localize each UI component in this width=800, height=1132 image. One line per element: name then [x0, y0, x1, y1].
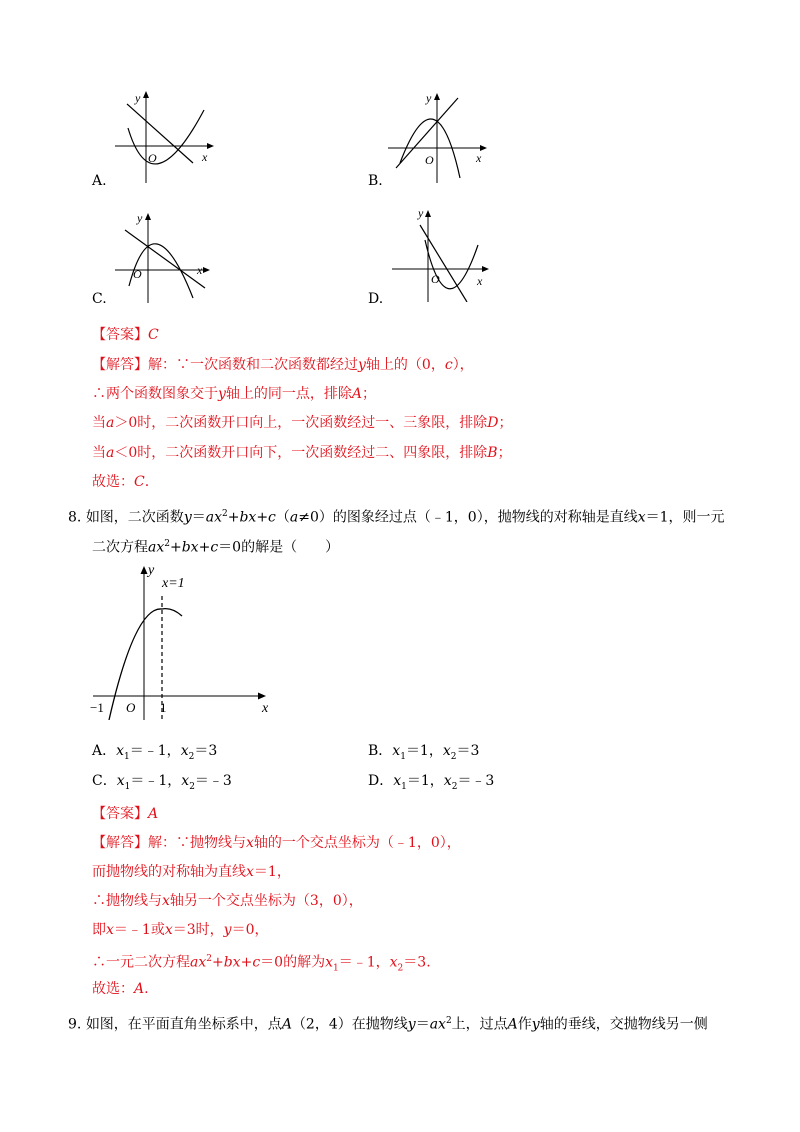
q8-parabola-graph [88, 560, 278, 720]
graph-option-a [115, 88, 215, 183]
graph-c-x-label: x [197, 263, 203, 277]
q8-solution-line1: 【解答】解：∵抛物线与x轴的一个交点坐标为（﹣1，0）， [92, 835, 461, 851]
q8-origin: O [126, 700, 136, 715]
q8-solution-line6: 故选：A. [92, 981, 149, 997]
q8-option-b: B．$x_1=1$，$x_2=3$ [368, 743, 480, 762]
graph-c-origin: O [133, 267, 142, 281]
graph-d-y-label: y [418, 206, 424, 220]
graph-a-x-label: x [202, 150, 208, 164]
answer-value: C [148, 327, 159, 343]
q8-axis-label: x=1 [162, 576, 185, 591]
graph-b-y-label: y [426, 91, 432, 105]
graph-d-x-label: x [477, 274, 483, 288]
q7-answer [92, 326, 159, 344]
q7-solution-line3: 当a＞0时，二次函数开口向上，一次函数经过一、三象限，排除D； [92, 415, 513, 431]
option-b-label: B. [368, 173, 383, 189]
q7-solution-line2: ∴两个函数图象交于y轴上的同一点，排除A； [92, 386, 377, 402]
q8-option-d: D．$x_1=1$，$x_2=﹣3$ [368, 773, 495, 792]
option-a-label: A. [92, 173, 107, 189]
q7-solution-line4: 当a＜0时，二次函数开口向下，一次函数经过二、四象限，排除B； [92, 445, 512, 461]
graph-a-origin: O [148, 151, 157, 165]
q8-solution-line2: 而抛物线的对称轴为直线x＝1， [92, 864, 291, 880]
graph-option-d [392, 205, 492, 302]
q8-answer: 【答案】A [92, 806, 159, 822]
q8-one-label: 1 [160, 700, 167, 715]
q8-solution-line4: 即x＝﹣1或x＝3时，y＝0， [92, 922, 269, 938]
q8-option-a: A．$x_1=﹣1$，$x_2=3$ [92, 743, 218, 762]
q8-solution-line5: ∴一元二次方程$ax^2+bx+c=0$的解为$x_1=﹣1$，$x_2=3$. [92, 954, 431, 974]
option-c-label: C. [92, 291, 107, 307]
graph-b-x-label: x [476, 151, 482, 165]
graph-b-origin: O [425, 153, 434, 167]
q8-y-label: y [148, 563, 155, 578]
q8-x-label: x [262, 701, 269, 716]
q8-number: 8. [68, 509, 82, 526]
q9-number: 9. [68, 1016, 82, 1033]
graph-c-y-label: y [137, 211, 143, 225]
graph-a-y-label: y [135, 91, 141, 105]
graph-d-origin: O [431, 272, 440, 286]
option-d-label: D. [368, 291, 384, 307]
graph-option-c [115, 208, 215, 303]
q8-stem-line1: 8. 如图，二次函数$y=ax^2+bx+c(a\ne 0)$的图象经过点（﹣1，0），抛物线的对称轴是直线x＝1，则一元 [68, 509, 725, 526]
graph-option-b [388, 88, 488, 183]
answer-tag: 【答案】 [92, 327, 148, 343]
q8-option-c: C．$x_1=﹣1$，$x_2=﹣3$ [92, 773, 232, 792]
q8-stem-line2: 二次方程$ax^2+bx+c=0$的解是（ ） [92, 539, 340, 556]
q8-solution-line3: ∴抛物线与x轴另一个交点坐标为（3，0）， [92, 893, 363, 909]
q7-solution-line5: 故选：C. [92, 474, 150, 490]
q9-stem-line1: 9. 如图，在平面直角坐标系中，点A（2，4）在抛物线$y=ax^2$上，过点A作y轴的垂线，交抛物线另一侧 [68, 1016, 708, 1033]
q8-neg1-label: −1 [90, 700, 104, 715]
q7-solution-line1: 【解答】解：∵一次函数和二次函数都经过y轴上的（0，c）， [92, 357, 474, 373]
